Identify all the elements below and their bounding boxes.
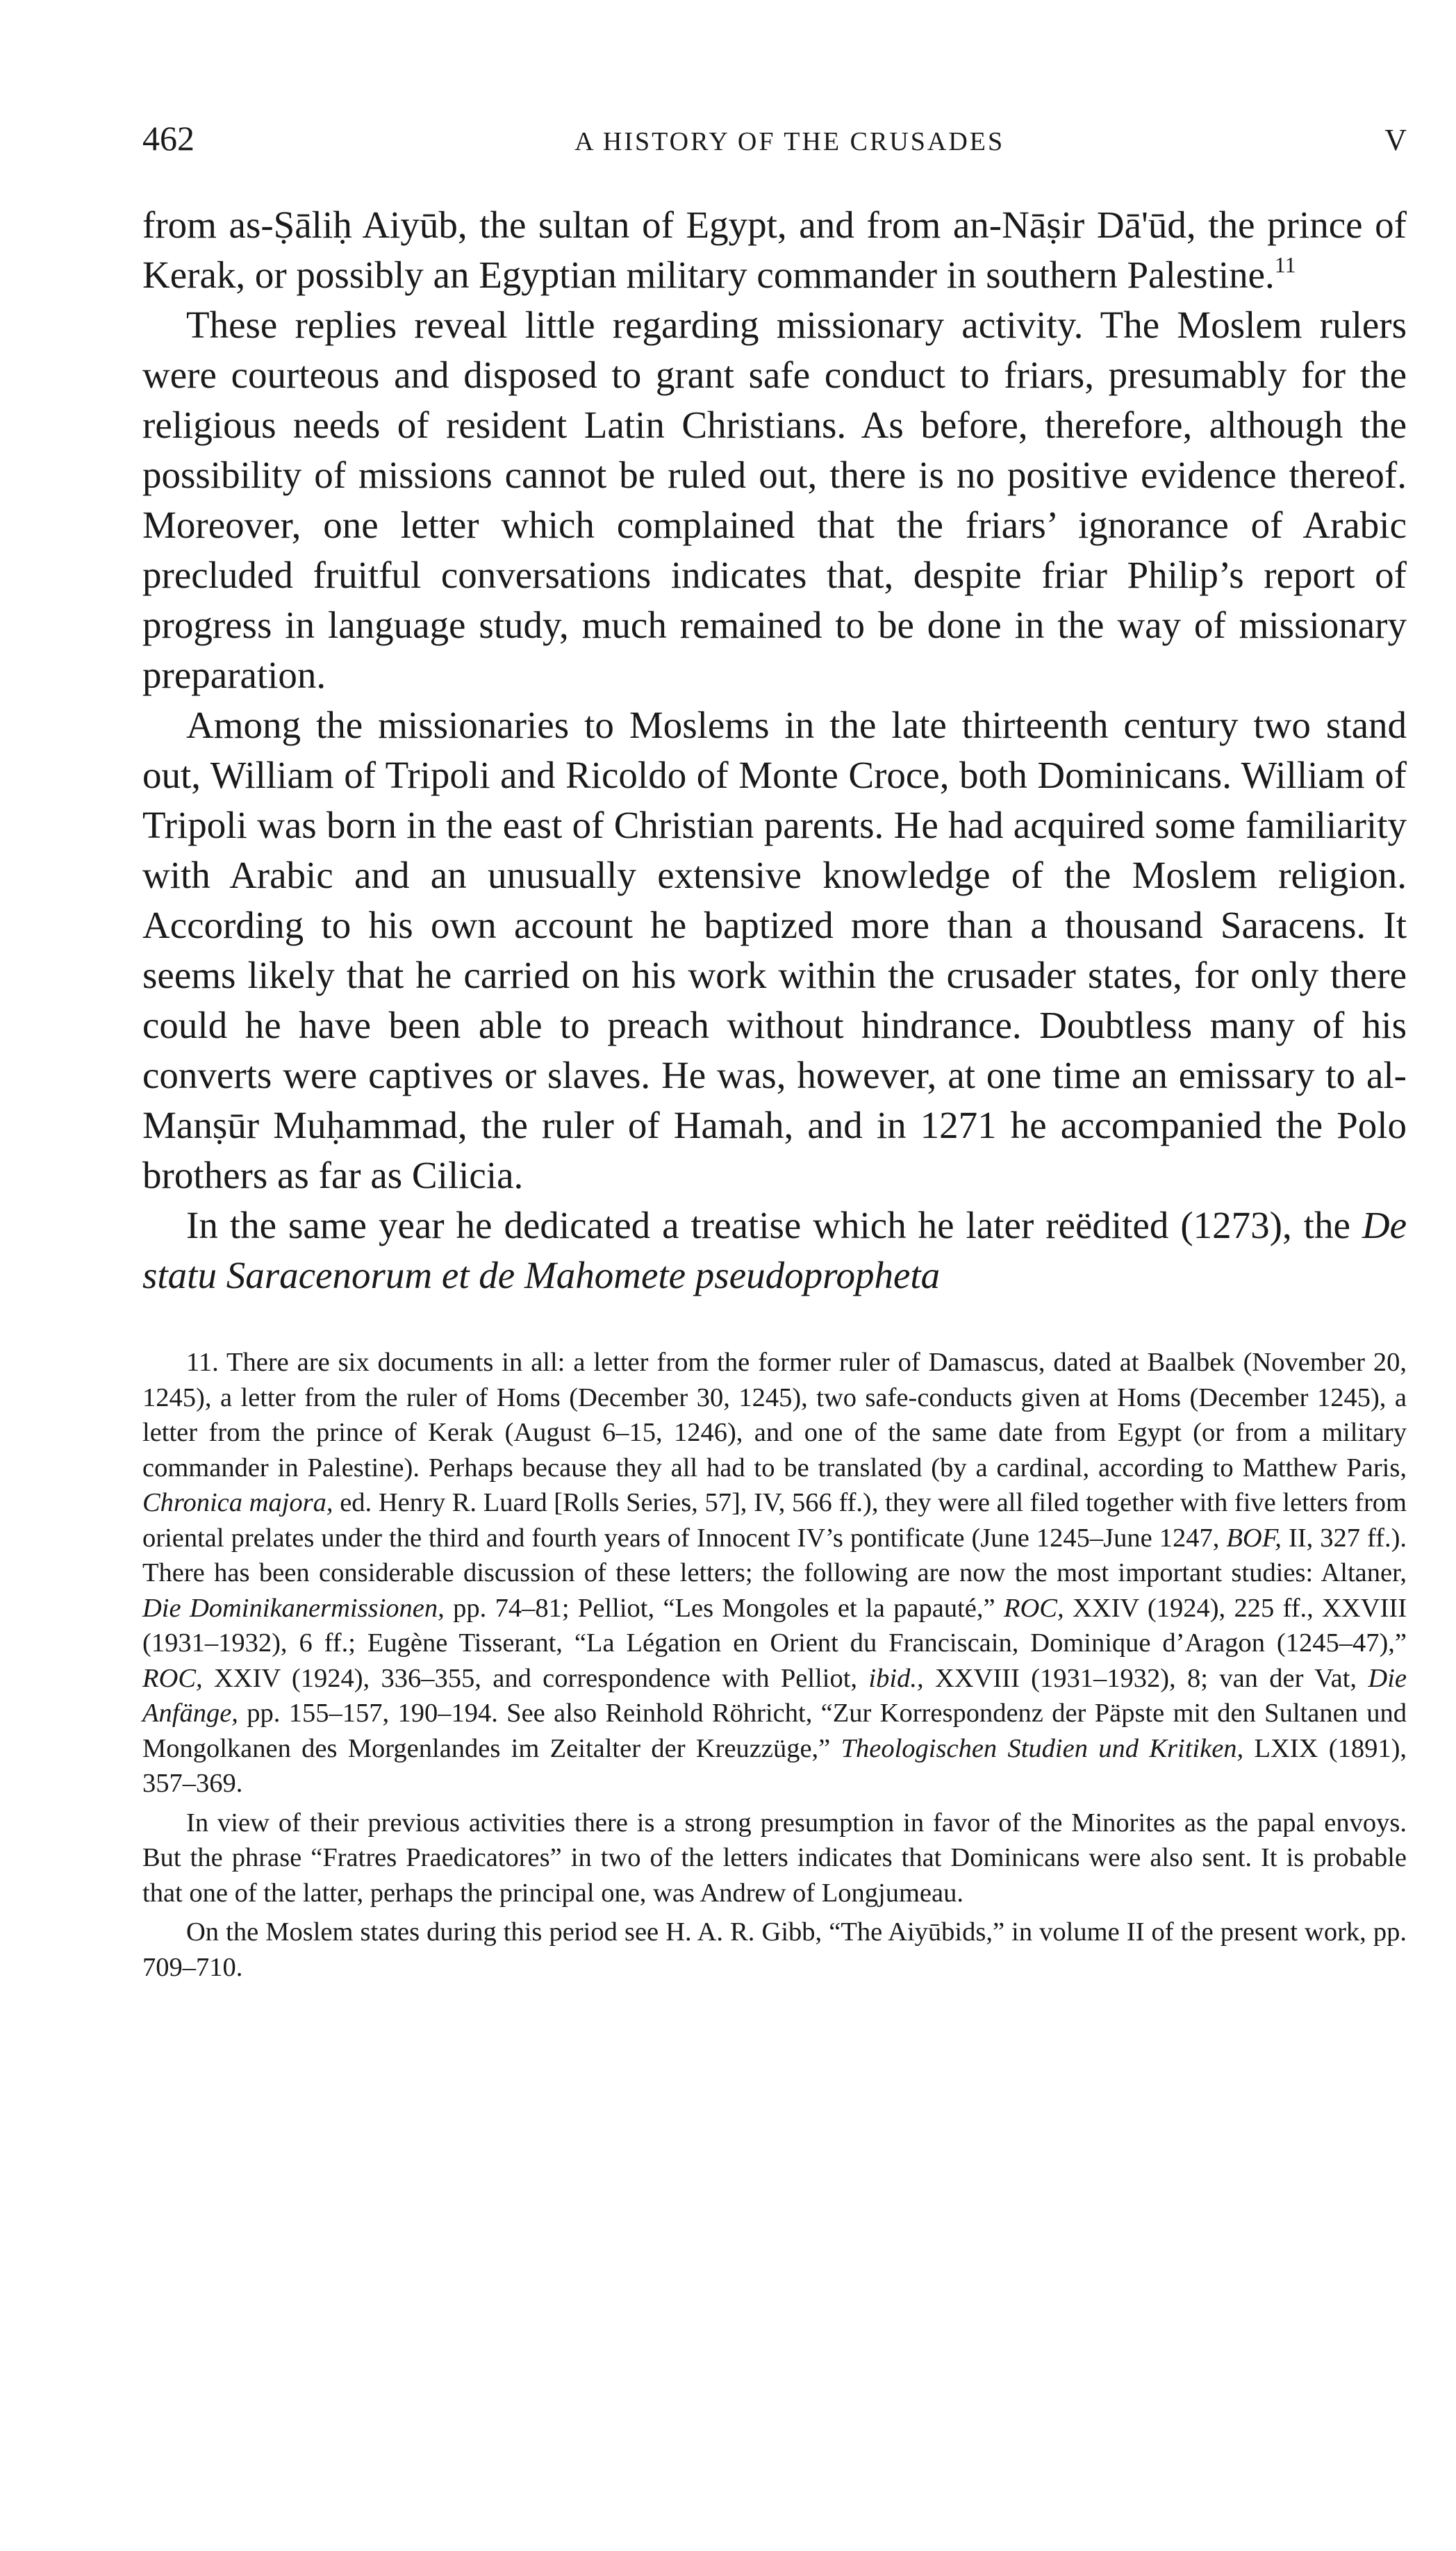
body-paragraph: Among the missionaries to Moslems in the late thirteenth century two stand out, William of Tripoli and Ricoldo of Monte Croce, both Dominicans. William of Tripoli was born in the east of Christian parents. He had acquired some familiarity with Arabic and an unusually extensive knowledge of the Moslem religion. According to his own account he baptized more than a thousand Saracens. It seems likely that he carried on his work within the crusader states, for only there could he have been able to preach without hindrance. Doubtless many of his converts were captives or slaves. He was, however, at one time an emissary to al-Manṣūr Muḥammad, the ruler of Hamah, and in 1271 he accompanied the Polo brothers as far as Cilicia. xyxy=(142,704,1407,1196)
cited-title: Chronica majora, xyxy=(142,1488,333,1517)
footnote-11 xyxy=(142,1345,1407,1801)
footnote-text: XXIV (1924), 336–355, and correspondence with Pelliot, xyxy=(213,1663,858,1693)
footnote-text: II, 327 ff.). There has been considerable discussion of these letters; the following are now the most important studies: Altaner, xyxy=(142,1523,1407,1587)
footnote-text: XXVIII (1931–1932), 8; van der Vat, xyxy=(934,1663,1357,1693)
cited-title: Die Dominikanermissionen, xyxy=(142,1593,445,1623)
footnote-text: pp. 74–81; Pelliot, “Les Mongoles et la papauté,” xyxy=(453,1593,995,1623)
footnote-reference[interactable]: 11 xyxy=(1274,252,1296,277)
body-paragraph xyxy=(142,200,1407,300)
work-title: De statu Saracenorum et de Mahomete pseudopropheta xyxy=(142,1204,1407,1296)
body-text xyxy=(142,200,1407,1301)
page-number: 462 xyxy=(142,119,195,158)
chapter-number: V xyxy=(1384,123,1407,157)
cited-title: ROC, xyxy=(142,1663,203,1693)
cited-title: ROC, xyxy=(1003,1593,1064,1623)
paragraph-text: In the same year he dedicated a treatise which he later reëdited (1273), the xyxy=(186,1204,1350,1246)
cited-title: ibid., xyxy=(868,1663,924,1693)
running-title: A HISTORY OF THE CRUSADES xyxy=(574,127,1005,156)
footnote-text: LXIX (1891), 357–369. xyxy=(142,1733,1407,1798)
book-page xyxy=(142,118,1407,1989)
footnote-text: ed. Henry R. Luard [Rolls Series, 57], IV, 566 ff.), they were all filed together with five letters from oriental prelates under the third and fourth years of Innocent IV’s pontificate (June 1245–June 1247, xyxy=(142,1488,1407,1553)
paragraph-text: from as-Ṣāliḥ Aiyūb, the sultan of Egypt, and from an-Nāṣir Dā'ūd, the prince of Kerak, or possibly an Egyptian military commander in southern Palestine. xyxy=(142,204,1407,296)
cited-title: Theologischen Studien und Kritiken, xyxy=(841,1733,1244,1763)
body-paragraph: These replies reveal little regarding missionary activity. The Moslem rulers were courteous and disposed to grant safe conduct to friars, presumably for the religious needs of resident Latin Christians. As before, therefore, although the possibility of missions cannot be ruled out, there is no positive evidence thereof. Moreover, one letter which complained that the friars’ ignorance of Arabic precluded fruitful conversations indicates that, despite friar Philip’s report of progress in language study, much remained to be done in the way of missionary preparation. xyxy=(142,304,1407,696)
footnotes xyxy=(142,1345,1407,1985)
footnote-text: pp. 155–157, 190–194. See also Reinhold Röhricht, “Zur Korrespondenz der Päpste mit den Sultanen und Mongolkanen des Morgenlandes im Zeitalter der Kreuzzüge,” xyxy=(142,1699,1407,1763)
footnote-text: XXIV (1924), 225 ff., XXVIII (1931–1932), 6 ff.; Eugène Tisserant, “La Légation en Orient du Franciscain, Dominique d’Aragon (1245–47),” xyxy=(142,1593,1407,1658)
footnote-paragraph: In view of their previous activities there is a strong presumption in favor of the Minorites as the papal envoys. But the phrase “Fratres Praedicatores” in two of the letters indicates that Dominicans were also sent. It is probable that one of the latter, perhaps the principal one, was Andrew of Longjumeau. xyxy=(142,1808,1407,1908)
footnote-text: 11. There are six documents in all: a letter from the former ruler of Damascus, dated at Baalbek (November 20, 1245), a letter from the ruler of Homs (December 30, 1245), two safe-conducts given at Homs (December 1245), a letter from the prince of Kerak (August 6–15, 1246), and one of the same date from Egypt (or from a military commander in Palestine). Perhaps because they all had to be translated (by a cardinal, according to Matthew Paris, xyxy=(142,1348,1407,1483)
footnote-paragraph: On the Moslem states during this period see H. A. R. Gibb, “The Aiyūbids,” in volume II of the present work, pp. 709–710. xyxy=(142,1917,1407,1982)
cited-title: Die Anfänge, xyxy=(142,1663,1407,1728)
running-head xyxy=(142,118,1407,167)
body-paragraph xyxy=(142,1200,1407,1301)
cited-title: BOF, xyxy=(1226,1523,1282,1553)
